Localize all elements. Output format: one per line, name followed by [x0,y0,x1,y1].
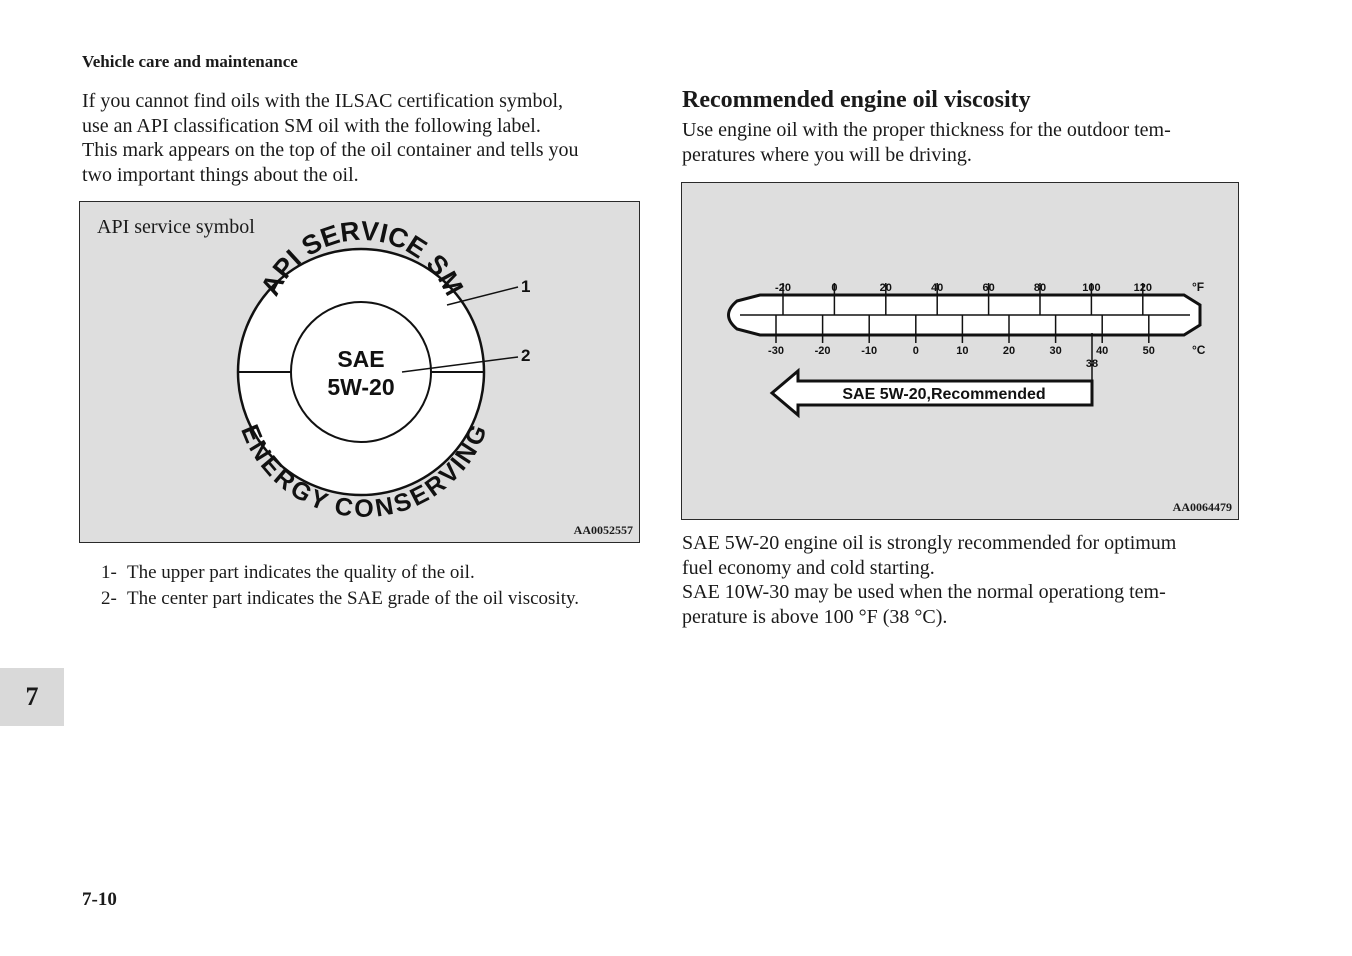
inner-circle [291,302,431,442]
text-line: SAE 5W-20 engine oil is strongly recommended for optimum [682,532,1177,554]
text-line: Use engine oil with the proper thickness for the outdoor tem- [682,119,1171,141]
center-text-grade: 5W-20 [327,374,395,400]
scale-tick-label: -20 [814,345,831,357]
scale-tick-label: 0 [831,282,838,294]
scale-tick-label: 40 [931,282,944,294]
marker-label: 38 [1085,358,1099,370]
top-arc-text: API SERVICE SM [254,215,470,301]
scale-tick-label: -20 [775,282,791,294]
api-notes-list [101,560,579,612]
text-line: two important things about the oil. [82,163,359,186]
text-line: fuel economy and cold starting. [682,556,935,579]
list-item-text: The center part indicates the SAE grade of the oil viscosity. [127,588,579,609]
callout-label-1: 1 [521,277,531,296]
text-line: This mark appears on the top of the oil container and tells you [82,139,579,161]
scale-tick-label: 20 [879,282,892,294]
arrow-label: SAE 5W-20,Recommended [842,386,1046,403]
section-header: Vehicle care and maintenance [82,52,298,71]
api-symbol-illustration [80,202,638,541]
figure-code: AA0064479 [1172,500,1232,514]
celsius-unit-label: °C [1192,343,1206,357]
text-line: perature is above 100 °F (38 °C). [682,605,948,628]
bottom-arc-text: ENERGY CONSERVING [235,420,493,523]
list-item-number: 2- [101,588,117,609]
scale-tick-label: 30 [1049,345,1062,357]
fahrenheit-unit-label: °F [1192,280,1205,294]
text-line: If you cannot find oils with the ILSAC certification symbol, [82,90,564,112]
thermometer-illustration [682,183,1237,518]
right-notes-paragraph [682,531,1238,629]
list-item [101,560,579,586]
scale-tick-label: 20 [1002,345,1016,357]
viscosity-chart-figure [681,182,1239,520]
viscosity-heading: Recommended engine oil viscosity [682,87,1031,113]
page-number: 7-10 [82,889,117,910]
right-intro-paragraph [682,118,1238,167]
left-intro-paragraph [82,89,638,187]
scale-tick-label: 60 [982,282,995,294]
scale-tick-label: 50 [1142,345,1155,357]
list-item-text: The upper part indicates the quality of the oil. [127,562,475,583]
scale-tick-label: 40 [1096,345,1109,357]
scale-tick-label: -30 [768,345,784,357]
chapter-tab: 7 [0,668,64,726]
text-line: SAE 10W-30 may be used when the normal operationg tem- [682,581,1166,603]
scale-tick-label: 120 [1133,282,1152,294]
figure-code: AA0052557 [573,523,633,537]
list-item [101,586,579,612]
scale-tick-label: 80 [1033,282,1047,294]
text-line: use an API classification SM oil with the following label. [82,114,541,137]
callout-label-2: 2 [521,346,531,365]
scale-tick-label: 0 [912,345,919,357]
scale-tick-label: 100 [1082,282,1101,294]
scale-tick-label: 10 [956,345,969,357]
center-text-sae: SAE [337,346,385,372]
api-service-symbol-figure [79,201,640,543]
list-item-number: 1- [101,562,117,583]
scale-tick-label: -10 [861,345,878,357]
text-line: peratures where you will be driving. [682,143,972,166]
figure-caption: API service symbol [97,216,255,238]
